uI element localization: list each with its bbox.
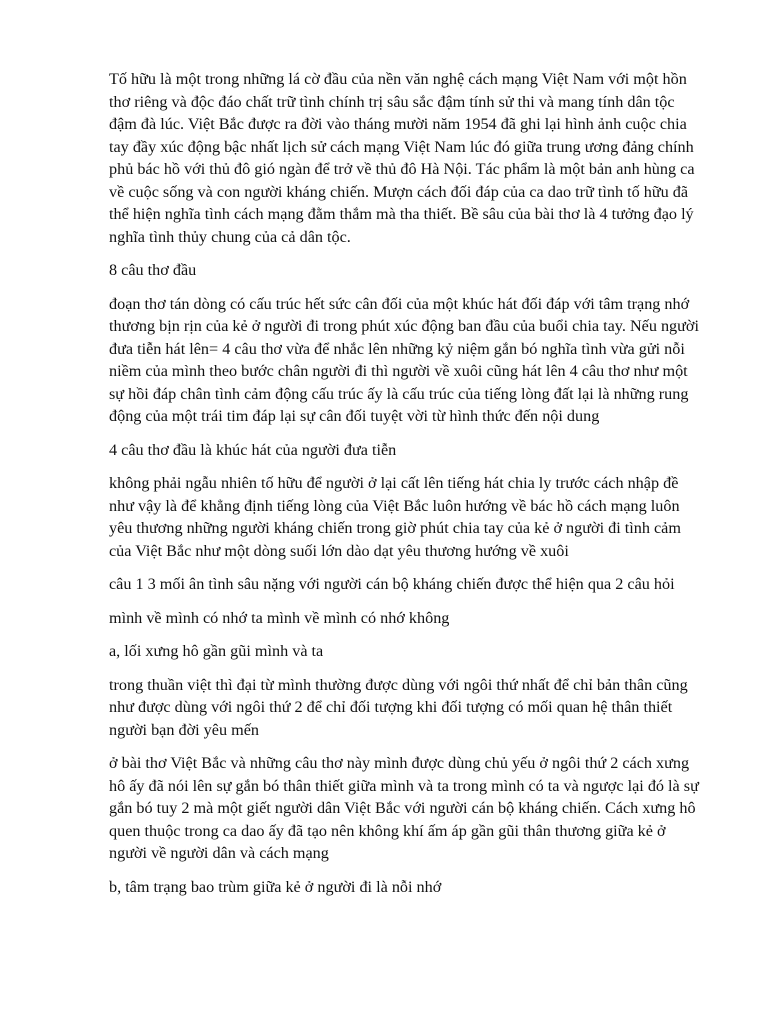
- body-paragraph: ở bài thơ Việt Bắc và những câu thơ này mình được dùng chủ yếu ở ngôi thứ 2 cách xưng hô ấy đã nói lên sự gắn bó thân thiết giữa mình và ta trong mình có ta và ngược lại đó là sự gắn bó tuy 2 mà một giết người dân Việt Bắc với người cán bộ kháng chiến. Cách xưng hô quen thuộc trong ca dao ấy đã tạo nên không khí ấm áp gần gũi thân thương giữa kẻ ở người về người dân và cách mạng: [109, 754, 699, 862]
- body-paragraph: câu 1 3 mối ân tình sâu nặng với người cán bộ kháng chiến được thể hiện qua 2 câu hỏi: [109, 575, 675, 593]
- intro-paragraph: Tố hữu là một trong những lá cờ đầu của nền văn nghệ cách mạng Việt Nam với một hồn thơ riêng và độc đáo chất trữ tình chính trị sâu sắc đậm tính sử thi và mang tính dân tộc đậm đà lúc. Việt Bắc được ra đời vào tháng mười năm 1954 đã ghi lại hình ảnh cuộc chia tay đầy xúc động bậc nhất lịch sử cách mạng Việt Nam lúc đó giữa trung ương đảng chính phủ bác hồ với thủ đô gió ngàn để trở về thủ đô Hà Nội. Tác phẩm là một bản anh hùng ca về cuộc sống và con người kháng chiến. Mượn cách đối đáp của ca dao trữ tình tố hữu đã thể hiện nghĩa tình cách mạng đằm thắm mà tha thiết. Bề sâu của bài thơ là 4 tưởng đạo lý nghĩa tình thủy chung của cả dân tộc.: [109, 70, 695, 246]
- subheading-a: a, lối xưng hô gần gũi mình và ta: [109, 642, 324, 660]
- section-heading-first-eight-lines: 8 câu thơ đầu: [109, 261, 197, 279]
- subheading-b: b, tâm trạng bao trùm giữa kẻ ở người đi là nỗi nhớ: [109, 877, 442, 896]
- body-paragraph: trong thuần việt thì đại từ mình thường được dùng với ngôi thứ nhất để chỉ bản thân cũng như được dùng với ngôi thứ 2 để chỉ đối tượng khi đối tượng có mối quan hệ thân thiết người bạn đời yêu mến: [109, 675, 688, 739]
- document-body: [109, 68, 699, 909]
- body-paragraph: không phải ngẫu nhiên tố hữu để người ở lại cất lên tiếng hát chia ly trước cách nhập đề như vậy là để khẳng định tiếng lòng của Việt Bắc luôn hướng về bác hồ cách mạng luôn yêu thương những người kháng chiến trong giờ phút chia tay của kẻ ở người đi tình cảm của Việt Bắc như một dòng suối lớn dào dạt yêu thương hướng về xuôi: [109, 474, 681, 560]
- body-paragraph: đoạn thơ tán dòng có cấu trúc hết sức cân đối của một khúc hát đối đáp với tâm trạng nhớ thương bịn rịn của kẻ ở người đi trong phút xúc động ban đầu của buổi chia tay. Nếu người đưa tiễn hát lên= 4 câu thơ vừa để nhắc lên những kỷ niệm gắn bó nghĩa tình vừa gửi nỗi niềm của mình theo bước chân người đi thì người về xuôi cũng hát lên 4 câu thơ như một sự hồi đáp chân tình cảm động cấu trúc ấy là cấu trúc của tiếng lòng đất lại là những rung động của một trái tim đáp lại sự cân đối tuyệt vời từ hình thức đến nội dung: [109, 294, 699, 425]
- quoted-verse: mình về mình có nhớ ta mình về mình có nhớ không: [109, 608, 450, 627]
- section-heading-first-four-lines: 4 câu thơ đầu là khúc hát của người đưa tiễn: [109, 440, 397, 459]
